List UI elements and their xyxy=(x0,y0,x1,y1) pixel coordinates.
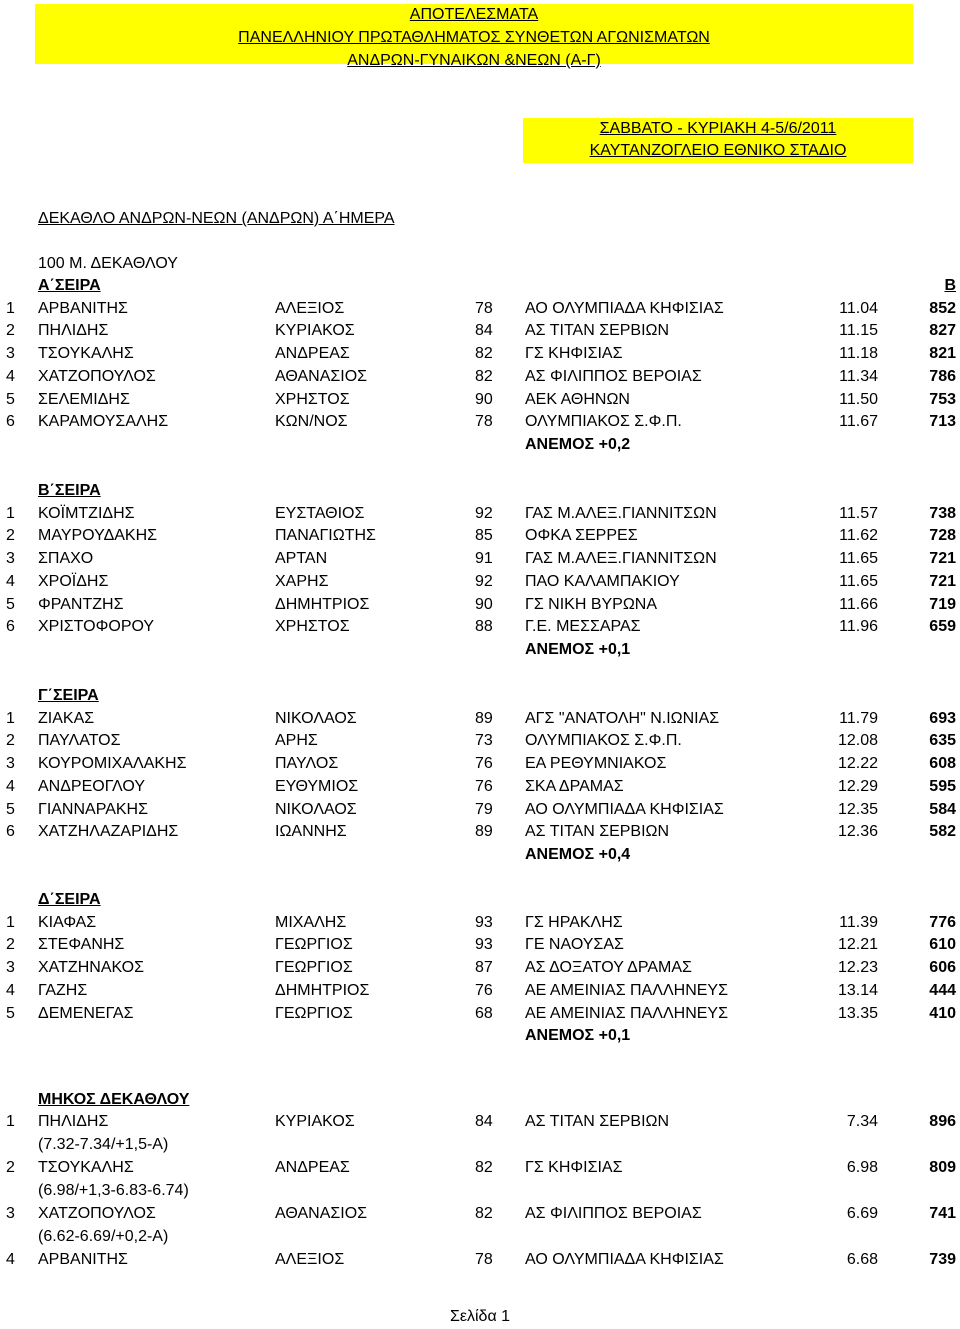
club: ΑΟ ΟΛΥΜΠΙΑΔΑ ΚΗΦΙΣΙΑΣ xyxy=(525,1251,724,1268)
rank: 5 xyxy=(6,801,15,818)
result-row xyxy=(0,1203,960,1225)
first-name: ΑΘΑΝΑΣΙΟΣ xyxy=(275,368,368,385)
rank: 1 xyxy=(6,505,15,522)
points-column-header: Β xyxy=(944,277,956,294)
event-date: ΣΑΒΒΑΤΟ - ΚΥΡΙΑΚΗ 4-5/6/2011 xyxy=(599,120,837,137)
result: 11.79 xyxy=(839,710,878,727)
surname: ΑΡΒΑΝΙΤΗΣ xyxy=(38,1251,128,1268)
rank: 1 xyxy=(6,914,15,931)
surname: ΣΤΕΦΑΝΗΣ xyxy=(38,936,125,953)
event-venue: ΚΑΥΤΑΝΖΟΓΛΕΙΟ ΕΘΝΙΚΟ ΣΤΑΔΙΟ xyxy=(589,142,847,159)
points: 721 xyxy=(929,550,956,567)
surname: ΧΑΤΖΗΝΑΚΟΣ xyxy=(38,959,144,976)
surname: ΧΑΤΖΟΠΟΥΛΟΣ xyxy=(38,368,156,385)
wind-reading: ΑΝΕΜΟΣ +0,4 xyxy=(525,846,631,863)
points: 595 xyxy=(929,778,956,795)
birth-year: 92 xyxy=(475,505,493,522)
club: ΓΣ ΚΗΦΙΣΙΑΣ xyxy=(525,345,623,362)
birth-year: 88 xyxy=(475,618,493,635)
result: 7.34 xyxy=(846,1113,878,1130)
jump-series: (6.62-6.69/+0,2-Α) xyxy=(38,1228,169,1245)
club: ΑΓΣ "ΑΝΑΤΟΛΗ" Ν.ΙΩΝΙΑΣ xyxy=(525,710,720,727)
result: 11.04 xyxy=(839,300,878,317)
rank: 2 xyxy=(6,732,15,749)
club: ΓΑΣ Μ.ΑΛΕΞ.ΓΙΑΝΝΙΤΣΩΝ xyxy=(525,505,717,522)
club: ΑΕ ΑΜΕΙΝΙΑΣ ΠΑΛΛΗΝΕΥΣ xyxy=(525,982,728,999)
first-name: ΔΗΜΗΤΡΙΟΣ xyxy=(275,982,370,999)
points: 582 xyxy=(929,823,956,840)
surname: ΣΕΛΕΜΙΔΗΣ xyxy=(38,391,130,408)
surname: ΚΟΪΜΤΖΙΔΗΣ xyxy=(38,505,135,522)
rank: 3 xyxy=(6,755,15,772)
result: 11.39 xyxy=(839,914,878,931)
club: ΑΣ ΔΟΞΑΤΟΥ ΔΡΑΜΑΣ xyxy=(525,959,692,976)
surname: ΓΙΑΝΝΑΡΑΚΗΣ xyxy=(38,801,148,818)
points: 776 xyxy=(929,914,956,931)
first-name: ΚΩΝ/ΝΟΣ xyxy=(275,413,348,430)
rank: 2 xyxy=(6,527,15,544)
result: 12.36 xyxy=(837,823,878,840)
club: ΟΦΚΑ ΣΕΡΡΕΣ xyxy=(525,527,638,544)
club: ΑΕ ΑΜΕΙΝΙΑΣ ΠΑΛΛΗΝΕΥΣ xyxy=(525,1005,728,1022)
club: ΟΛΥΜΠΙΑΚΟΣ Σ.Φ.Π. xyxy=(525,732,682,749)
birth-year: 84 xyxy=(475,1113,493,1130)
rank: 3 xyxy=(6,1205,15,1222)
points: 852 xyxy=(929,300,956,317)
surname: ΠΗΛΙΔΗΣ xyxy=(38,1113,109,1130)
points: 584 xyxy=(929,801,956,818)
points: 610 xyxy=(929,936,956,953)
result-row xyxy=(0,1249,960,1271)
first-name: ΙΩΑΝΝΗΣ xyxy=(275,823,347,840)
birth-year: 92 xyxy=(475,573,493,590)
club: ΓΣ ΗΡΑΚΛΗΣ xyxy=(525,914,623,931)
first-name: ΝΙΚΟΛΑΟΣ xyxy=(275,710,357,727)
result: 12.35 xyxy=(837,801,878,818)
result-row xyxy=(0,1157,960,1179)
heat-label: Δ΄ΣΕΙΡΑ xyxy=(38,891,101,908)
result: 12.22 xyxy=(837,755,878,772)
first-name: ΚΥΡΙΑΚΟΣ xyxy=(275,1113,355,1130)
surname: ΜΑΥΡΟΥΔΑΚΗΣ xyxy=(38,527,158,544)
club: ΑΣ ΦΙΛΙΠΠΟΣ ΒΕΡΟΙΑΣ xyxy=(525,1205,702,1222)
first-name: ΠΑΥΛΟΣ xyxy=(275,755,339,772)
club: Γ.Ε. ΜΕΣΣΑΡΑΣ xyxy=(525,618,641,635)
birth-year: 73 xyxy=(475,732,493,749)
first-name: ΑΡΤΑΝ xyxy=(275,550,328,567)
surname: ΑΡΒΑΝΙΤΗΣ xyxy=(38,300,128,317)
result: 13.14 xyxy=(837,982,878,999)
club: ΑΕΚ ΑΘΗΝΩΝ xyxy=(525,391,630,408)
wind-reading: ΑΝΕΜΟΣ +0,1 xyxy=(525,641,631,658)
points: 635 xyxy=(929,732,956,749)
category-title: ΑΝΔΡΩΝ-ΓΥΝΑΙΚΩΝ &ΝΕΩΝ (Α-Γ) xyxy=(347,52,601,69)
birth-year: 76 xyxy=(475,778,493,795)
club: ΠΑΟ ΚΑΛΑΜΠΑΚΙΟΥ xyxy=(525,573,680,590)
birth-year: 78 xyxy=(475,1251,493,1268)
birth-year: 89 xyxy=(475,710,493,727)
first-name: ΚΥΡΙΑΚΟΣ xyxy=(275,322,355,339)
surname: ΚΙΑΦΑΣ xyxy=(38,914,97,931)
rank: 6 xyxy=(6,413,15,430)
surname: ΔΕΜΕΝΕΓΑΣ xyxy=(38,1005,134,1022)
birth-year: 84 xyxy=(475,322,493,339)
birth-year: 82 xyxy=(475,1159,493,1176)
championship-title: ΠΑΝΕΛΛΗΝΙΟΥ ΠΡΩΤΑΘΛΗΜΑΤΟΣ ΣΥΝΘΕΤΩΝ ΑΓΩΝΙΣΜΑΤΩΝ xyxy=(238,29,710,46)
club: ΓΣ ΝΙΚΗ ΒΥΡΩΝΑ xyxy=(525,596,658,613)
birth-year: 82 xyxy=(475,1205,493,1222)
first-name: ΕΥΘΥΜΙΟΣ xyxy=(275,778,359,795)
page-number: Σελίδα 1 xyxy=(449,1308,511,1325)
points: 606 xyxy=(929,959,956,976)
first-name: ΑΛΕΞΙΟΣ xyxy=(275,300,345,317)
rank: 3 xyxy=(6,550,15,567)
heat-label: Α΄ΣΕΙΡΑ xyxy=(38,277,101,294)
birth-year: 89 xyxy=(475,823,493,840)
doc-title: ΑΠΟΤΕΛΕΣΜΑΤΑ xyxy=(409,6,539,23)
surname: ΑΝΔΡΕΟΓΛΟΥ xyxy=(38,778,145,795)
surname: ΣΠΑΧΟ xyxy=(38,550,94,567)
result: 12.29 xyxy=(837,778,878,795)
wind-reading: ΑΝΕΜΟΣ +0,2 xyxy=(525,436,631,453)
jump-series: (6.98/+1,3-6.83-6.74) xyxy=(38,1182,189,1199)
birth-year: 90 xyxy=(475,391,493,408)
birth-year: 68 xyxy=(475,1005,493,1022)
club: ΑΟ ΟΛΥΜΠΙΑΔΑ ΚΗΦΙΣΙΑΣ xyxy=(525,300,724,317)
rank: 2 xyxy=(6,1159,15,1176)
club: ΑΟ ΟΛΥΜΠΙΑΔΑ ΚΗΦΙΣΙΑΣ xyxy=(525,801,724,818)
rank: 6 xyxy=(6,618,15,635)
first-name: ΝΙΚΟΛΑΟΣ xyxy=(275,801,357,818)
result: 11.15 xyxy=(839,322,878,339)
result: 12.23 xyxy=(837,959,878,976)
rank: 1 xyxy=(6,300,15,317)
points: 739 xyxy=(929,1251,956,1268)
surname: ΚΑΡΑΜΟΥΣΑΛΗΣ xyxy=(38,413,169,430)
result-row xyxy=(0,1111,960,1133)
rank: 3 xyxy=(6,345,15,362)
first-name: ΜΙΧΑΛΗΣ xyxy=(275,914,347,931)
points: 719 xyxy=(929,596,956,613)
surname: ΧΡΟΪΔΗΣ xyxy=(38,573,109,590)
first-name: ΑΝΔΡΕΑΣ xyxy=(275,345,350,362)
result: 11.67 xyxy=(839,413,878,430)
result: 11.65 xyxy=(839,550,878,567)
club: ΑΣ ΦΙΛΙΠΠΟΣ ΒΕΡΟΙΑΣ xyxy=(525,368,702,385)
wind-reading: ΑΝΕΜΟΣ +0,1 xyxy=(525,1027,631,1044)
rank: 6 xyxy=(6,823,15,840)
rank: 5 xyxy=(6,1005,15,1022)
points: 713 xyxy=(929,413,956,430)
birth-year: 82 xyxy=(475,368,493,385)
points: 608 xyxy=(929,755,956,772)
points: 821 xyxy=(929,345,956,362)
surname: ΠΑΥΛΑΤΟΣ xyxy=(38,732,121,749)
heat-label: Γ΄ΣΕΙΡΑ xyxy=(38,687,99,704)
club: ΑΣ ΤΙΤΑΝ ΣΕΡΒΙΩΝ xyxy=(525,823,670,840)
surname: ΤΣΟΥΚΑΛΗΣ xyxy=(38,1159,134,1176)
result: 6.68 xyxy=(846,1251,878,1268)
birth-year: 93 xyxy=(475,936,493,953)
sprint-title: 100 Μ. ΔΕΚΑΘΛΟΥ xyxy=(38,255,178,272)
rank: 4 xyxy=(6,1251,15,1268)
rank: 5 xyxy=(6,596,15,613)
first-name: ΧΡΗΣΤΟΣ xyxy=(275,391,350,408)
points: 659 xyxy=(929,618,956,635)
first-name: ΧΡΗΣΤΟΣ xyxy=(275,618,350,635)
club: ΓΑΣ Μ.ΑΛΕΞ.ΓΙΑΝΝΙΤΣΩΝ xyxy=(525,550,717,567)
birth-year: 78 xyxy=(475,300,493,317)
points: 741 xyxy=(929,1205,956,1222)
result: 11.34 xyxy=(839,368,878,385)
birth-year: 79 xyxy=(475,801,493,818)
result: 12.08 xyxy=(837,732,878,749)
club: ΓΕ ΝΑΟΥΣΑΣ xyxy=(525,936,624,953)
points: 721 xyxy=(929,573,956,590)
birth-year: 82 xyxy=(475,345,493,362)
surname: ΤΣΟΥΚΑΛΗΣ xyxy=(38,345,134,362)
points: 827 xyxy=(929,322,956,339)
club: ΣΚΑ ΔΡΑΜΑΣ xyxy=(525,778,624,795)
rank: 4 xyxy=(6,982,15,999)
result: 11.65 xyxy=(839,573,878,590)
first-name: ΓΕΩΡΓΙΟΣ xyxy=(275,1005,353,1022)
longjump-title: ΜΗΚΟΣ ΔΕΚΑΘΛΟΥ xyxy=(38,1091,190,1108)
club: ΓΣ ΚΗΦΙΣΙΑΣ xyxy=(525,1159,623,1176)
first-name: ΔΗΜΗΤΡΙΟΣ xyxy=(275,596,370,613)
birth-year: 91 xyxy=(475,550,493,567)
surname: ΠΗΛΙΔΗΣ xyxy=(38,322,109,339)
surname: ΧΑΤΖΗΛΑΖΑΡΙΔΗΣ xyxy=(38,823,179,840)
result: 11.66 xyxy=(839,596,878,613)
first-name: ΑΝΔΡΕΑΣ xyxy=(275,1159,350,1176)
heat-label: Β΄ΣΕΙΡΑ xyxy=(38,482,101,499)
result: 11.96 xyxy=(839,618,878,635)
rank: 3 xyxy=(6,959,15,976)
rank: 5 xyxy=(6,391,15,408)
surname: ΓΑΖΗΣ xyxy=(38,982,88,999)
event-name: ΔΕΚΑΘΛΟ ΑΝΔΡΩΝ-ΝΕΩΝ (ΑΝΔΡΩΝ) Α΄ΗΜΕΡΑ xyxy=(38,210,395,227)
result: 6.69 xyxy=(846,1205,878,1222)
first-name: ΓΕΩΡΓΙΟΣ xyxy=(275,936,353,953)
points: 738 xyxy=(929,505,956,522)
surname: ΧΡΙΣΤΟΦΟΡΟΥ xyxy=(38,618,155,635)
result: 6.98 xyxy=(846,1159,878,1176)
first-name: ΠΑΝΑΓΙΩΤΗΣ xyxy=(275,527,376,544)
result: 11.50 xyxy=(839,391,878,408)
points: 809 xyxy=(929,1159,956,1176)
result: 11.57 xyxy=(839,505,878,522)
first-name: ΑΛΕΞΙΟΣ xyxy=(275,1251,345,1268)
surname: ΚΟΥΡΟΜΙΧΑΛΑΚΗΣ xyxy=(38,755,187,772)
birth-year: 76 xyxy=(475,755,493,772)
points: 410 xyxy=(929,1005,956,1022)
first-name: ΧΑΡΗΣ xyxy=(275,573,329,590)
club: ΑΣ ΤΙΤΑΝ ΣΕΡΒΙΩΝ xyxy=(525,1113,670,1130)
result: 12.21 xyxy=(837,936,878,953)
jump-series: (7.32-7.34/+1,5-Α) xyxy=(38,1136,169,1153)
birth-year: 76 xyxy=(475,982,493,999)
points: 444 xyxy=(929,982,956,999)
points: 896 xyxy=(929,1113,956,1130)
result: 13.35 xyxy=(837,1005,878,1022)
points: 753 xyxy=(929,391,956,408)
first-name: ΑΘΑΝΑΣΙΟΣ xyxy=(275,1205,368,1222)
first-name: ΑΡΗΣ xyxy=(275,732,318,749)
rank: 4 xyxy=(6,778,15,795)
points: 786 xyxy=(929,368,956,385)
points: 728 xyxy=(929,527,956,544)
first-name: ΓΕΩΡΓΙΟΣ xyxy=(275,959,353,976)
surname: ΦΡΑΝΤΖΗΣ xyxy=(38,596,124,613)
rank: 2 xyxy=(6,936,15,953)
surname: ΖΙΑΚΑΣ xyxy=(38,710,95,727)
rank: 2 xyxy=(6,322,15,339)
birth-year: 85 xyxy=(475,527,493,544)
surname: ΧΑΤΖΟΠΟΥΛΟΣ xyxy=(38,1205,156,1222)
club: ΑΣ ΤΙΤΑΝ ΣΕΡΒΙΩΝ xyxy=(525,322,670,339)
rank: 4 xyxy=(6,368,15,385)
birth-year: 78 xyxy=(475,413,493,430)
birth-year: 93 xyxy=(475,914,493,931)
birth-year: 87 xyxy=(475,959,493,976)
rank: 1 xyxy=(6,1113,15,1130)
rank: 4 xyxy=(6,573,15,590)
club: ΟΛΥΜΠΙΑΚΟΣ Σ.Φ.Π. xyxy=(525,413,682,430)
birth-year: 90 xyxy=(475,596,493,613)
points: 693 xyxy=(929,710,956,727)
club: ΕΑ ΡΕΘΥΜΝΙΑΚΟΣ xyxy=(525,755,667,772)
result: 11.62 xyxy=(839,527,878,544)
rank: 1 xyxy=(6,710,15,727)
result: 11.18 xyxy=(839,345,878,362)
first-name: ΕΥΣΤΑΘΙΟΣ xyxy=(275,505,365,522)
